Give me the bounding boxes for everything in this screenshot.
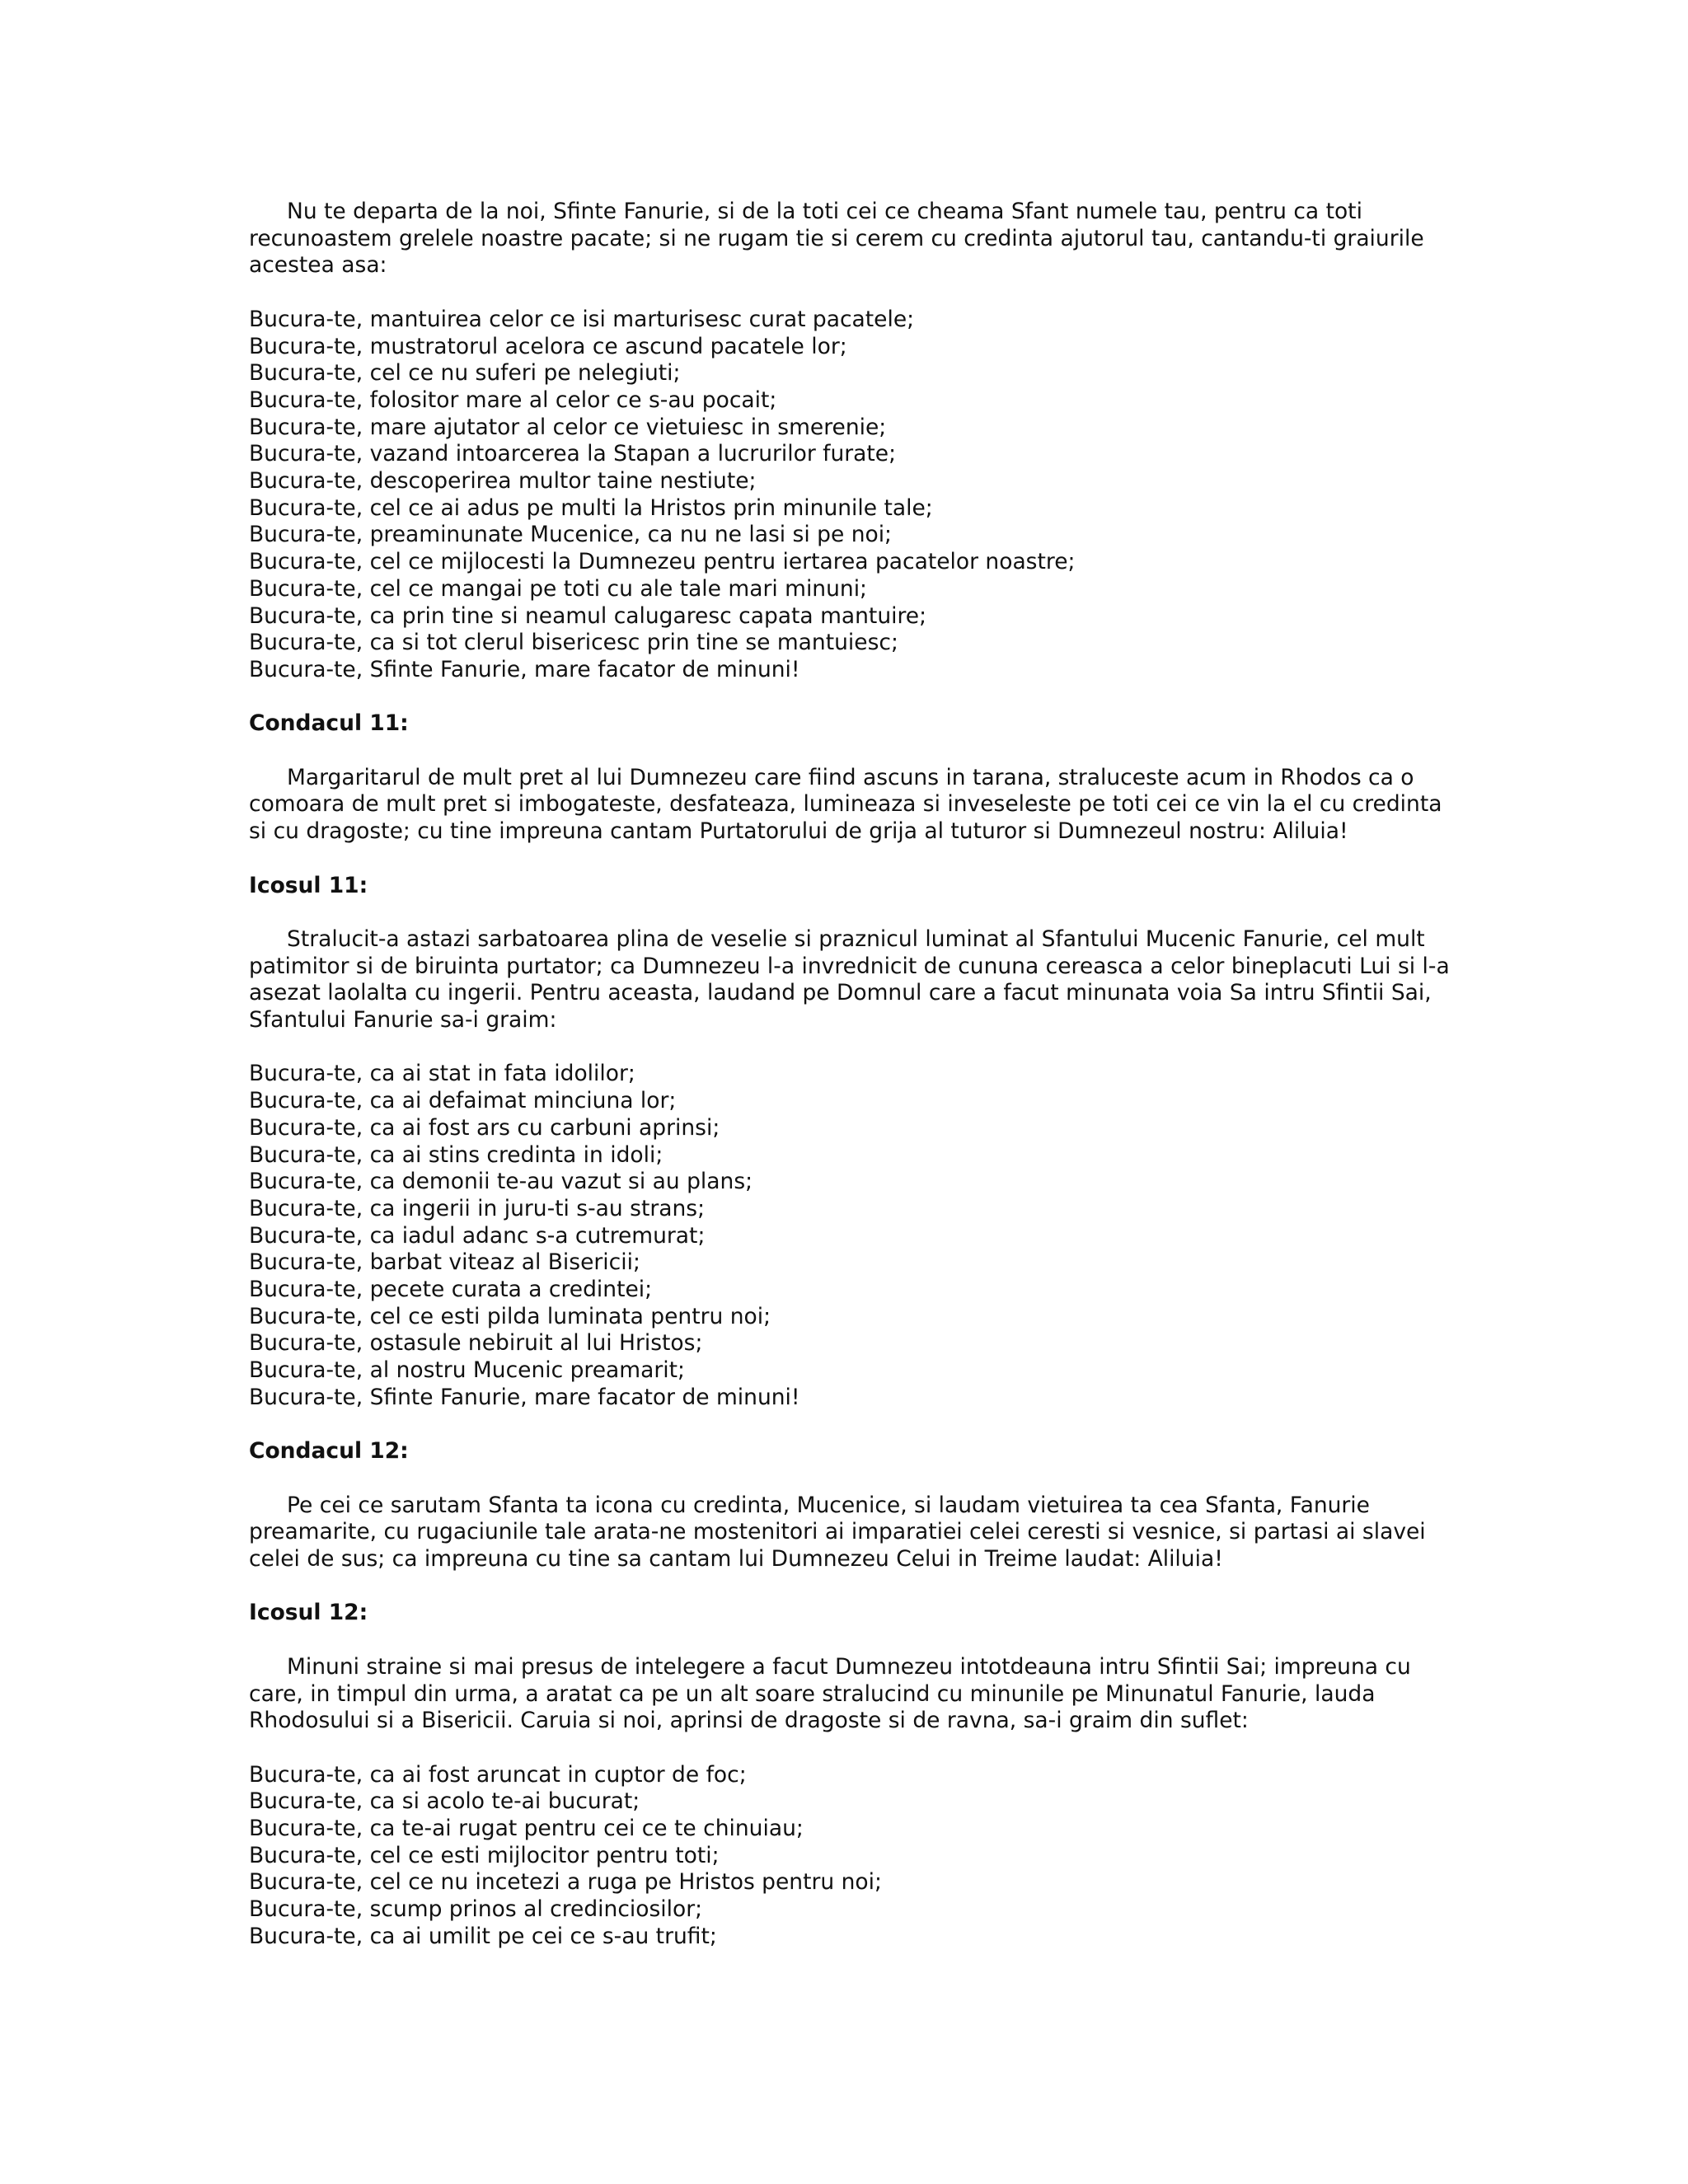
spacer bbox=[249, 1627, 1452, 1654]
salutation-line: Bucura-te, mustratorul acelora ce ascund pacatele lor; bbox=[249, 333, 847, 359]
spacer bbox=[249, 279, 1452, 307]
salutation-line: Bucura-te, ostasule nebiruit al lui Hristos; bbox=[249, 1330, 703, 1357]
condac-12-heading: Condacul 12: bbox=[249, 1438, 409, 1465]
spacer bbox=[249, 846, 1452, 873]
condac-11-heading: Condacul 11: bbox=[249, 710, 409, 737]
icos-11-text: Stralucit-a astazi sarbatoarea plina de veselie si praznicul luminat al Sfantului Mucenic Fanurie, cel mult patimitor si de biruinta purtator; ca Dumnezeu l-a invrednicit de cununa cereasca a celor bineplacuti Lui si l-a asezat laolalta cu ingerii. Pentru aceasta, laudand pe Domnul care a facut minunata voia Sa intru Sfintii Sai, Sfantului Fanurie sa-i graim: bbox=[249, 926, 1450, 1033]
salutation-line: Bucura-te, pecete curata a credintei; bbox=[249, 1277, 653, 1303]
salutation-line: Bucura-te, ca iadul adanc s-a cutremurat; bbox=[249, 1222, 706, 1249]
spacer bbox=[249, 1735, 1452, 1762]
salutation-line: Bucura-te, cel ce esti pilda luminata pentru noi; bbox=[249, 1303, 771, 1329]
document-page bbox=[249, 199, 1452, 1951]
salutation-line: Bucura-te, preaminunate Mucenice, ca nu ne lasi si pe noi; bbox=[249, 522, 892, 548]
spacer bbox=[249, 1465, 1452, 1493]
spacer bbox=[249, 1573, 1452, 1601]
salutations-list-icos-12 bbox=[249, 1762, 1452, 1951]
salutation-line: Bucura-te, ca ai stat in fata idolilor; bbox=[249, 1061, 635, 1087]
salutation-line: Bucura-te, ca si tot clerul bisericesc prin tine se mantuiesc; bbox=[249, 630, 898, 656]
icos-12-heading: Icosul 12: bbox=[249, 1600, 368, 1626]
salutation-line: Bucura-te, al nostru Mucenic preamarit; bbox=[249, 1357, 685, 1384]
salutations-list-1 bbox=[249, 307, 1452, 684]
spacer bbox=[249, 1034, 1452, 1062]
salutation-line: Bucura-te, cel ce nu suferi pe nelegiuti; bbox=[249, 360, 681, 387]
spacer bbox=[249, 738, 1452, 765]
spacer bbox=[249, 899, 1452, 926]
salutation-line: Bucura-te, cel ce nu incetezi a ruga pe Hristos pentru noi; bbox=[249, 1869, 882, 1896]
salutation-line: Bucura-te, Sfinte Fanurie, mare facator de minuni! bbox=[249, 656, 800, 682]
spacer bbox=[249, 684, 1452, 711]
salutation-line: Bucura-te, ca ai umilit pe cei ce s-au trufit; bbox=[249, 1923, 717, 1949]
condac-11-text: Margaritarul de mult pret al lui Dumnezeu care fiind ascuns in tarana, straluceste acum in Rhodos ca o comoara de mult pret si imbogateste, desfateaza, lumineaza si inveseleste pe toti cei ce vin la el cu credinta si cu dragoste; cu tine impreuna cantam Purtatorului de grija al tuturor si Dumnezeul nostru: Aliluia! bbox=[249, 764, 1442, 845]
salutation-line: Bucura-te, ca te-ai rugat pentru cei ce te chinuiau; bbox=[249, 1816, 804, 1842]
salutation-line: Bucura-te, vazand intoarcerea la Stapan a lucrurilor furate; bbox=[249, 441, 897, 467]
condac-12-text: Pe cei ce sarutam Sfanta ta icona cu credinta, Mucenice, si laudam vietuirea ta cea Sfanta, Fanurie preamarite, cu rugaciunile tale arata-ne mostenitori ai imparatiei celei ceresti si vesnice, si partasi ai slavei celei de sus; ca impreuna cu tine sa cantam lui Dumnezeu Celui in Treime laudat: Aliluia! bbox=[249, 1492, 1426, 1572]
salutation-line: Bucura-te, ca si acolo te-ai bucurat; bbox=[249, 1788, 640, 1815]
icos-12-text: Minuni straine si mai presus de intelegere a facut Dumnezeu intotdeauna intru Sfintii Sai; impreuna cu care, in timpul din urma, a aratat ca pe un alt soare stralucind cu minunile pe Minunatul Fanurie, lauda Rhodosului si a Bisericii. Caruia si noi, aprinsi de dragoste si de ravna, sa-i graim din suflet: bbox=[249, 1653, 1411, 1734]
salutation-line: Bucura-te, ca demonii te-au vazut si au plans; bbox=[249, 1169, 753, 1195]
salutation-line: Bucura-te, cel ce esti mijlocitor pentru toti; bbox=[249, 1842, 720, 1868]
salutation-line: Bucura-te, folositor mare al celor ce s-au pocait; bbox=[249, 387, 777, 413]
salutation-line: Bucura-te, descoperirea multor taine nestiute; bbox=[249, 468, 757, 494]
salutation-line: Bucura-te, cel ce mijlocesti la Dumnezeu pentru iertarea pacatelor noastre; bbox=[249, 549, 1076, 575]
salutation-line: Bucura-te, ca ai fost ars cu carbuni aprinsi; bbox=[249, 1114, 720, 1141]
salutation-line: Bucura-te, mantuirea celor ce isi marturisesc curat pacatele; bbox=[249, 306, 915, 332]
salutation-line: Bucura-te, ca ingerii in juru-ti s-au strans; bbox=[249, 1195, 705, 1221]
salutation-line: Bucura-te, Sfinte Fanurie, mare facator de minuni! bbox=[249, 1384, 800, 1410]
intro-paragraph: Nu te departa de la noi, Sfinte Fanurie, si de la toti cei ce cheama Sfant numele tau, pentru ca toti recunoastem grelele noastre pacate; si ne rugam tie si cerem cu credinta ajutorul tau, cantandu-ti graiurile acestea asa: bbox=[249, 199, 1424, 279]
salutation-line: Bucura-te, ca ai stins credinta in idoli; bbox=[249, 1141, 663, 1168]
salutation-line: Bucura-te, scump prinos al credinciosilor; bbox=[249, 1896, 703, 1923]
spacer bbox=[249, 1412, 1452, 1439]
salutation-line: Bucura-te, ca prin tine si neamul calugaresc capata mantuire; bbox=[249, 602, 927, 629]
salutation-line: Bucura-te, ca ai defaimat minciuna lor; bbox=[249, 1088, 677, 1114]
salutation-line: Bucura-te, mare ajutator al celor ce vietuiesc in smerenie; bbox=[249, 414, 887, 440]
salutation-line: Bucura-te, cel ce ai adus pe multi la Hristos prin minunile tale; bbox=[249, 494, 933, 521]
salutation-line: Bucura-te, cel ce mangai pe toti cu ale tale mari minuni; bbox=[249, 575, 867, 602]
salutation-line: Bucura-te, ca ai fost aruncat in cuptor de foc; bbox=[249, 1761, 747, 1788]
salutations-list-icos-11 bbox=[249, 1061, 1452, 1411]
icos-11-heading: Icosul 11: bbox=[249, 872, 368, 898]
salutation-line: Bucura-te, barbat viteaz al Bisericii; bbox=[249, 1249, 640, 1276]
